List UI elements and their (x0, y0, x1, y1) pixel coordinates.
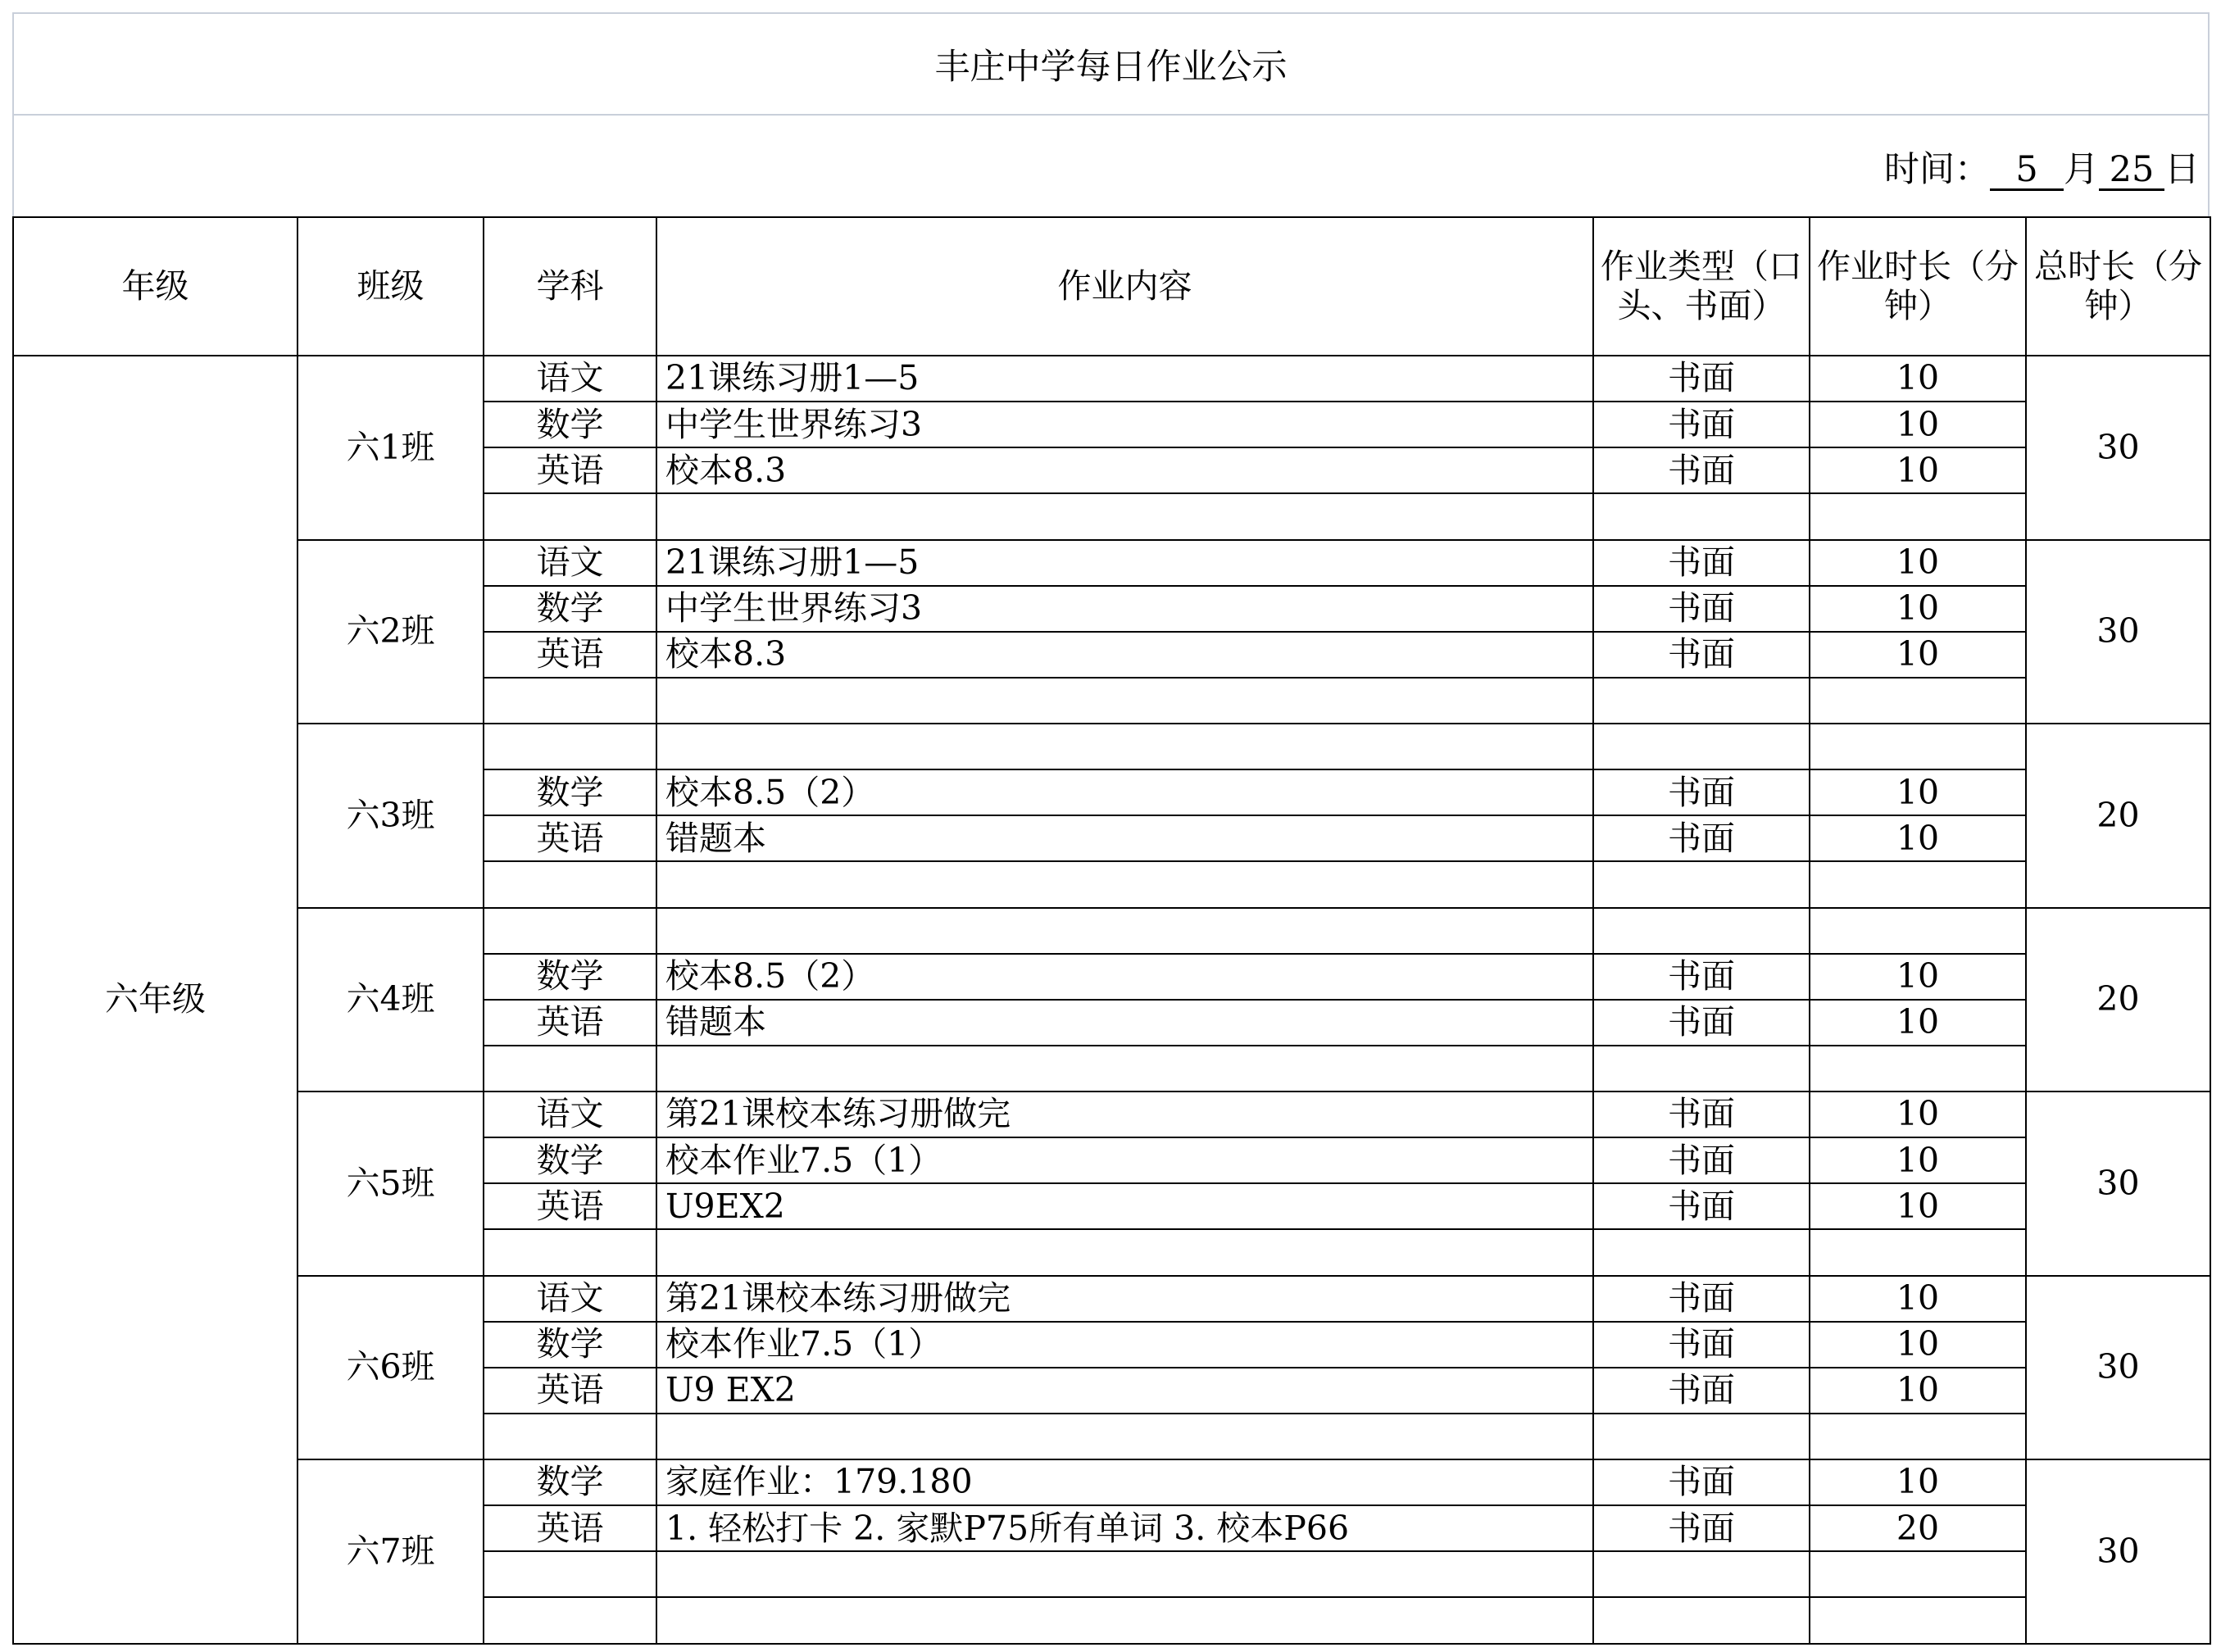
class-name-cell[interactable] (297, 355, 484, 541)
duration-cell[interactable] (1809, 585, 2027, 633)
type-cell[interactable] (1592, 539, 1810, 587)
duration-text: 10 (1896, 818, 1940, 858)
duration-cell[interactable] (1809, 1228, 2027, 1276)
subject-cell[interactable] (483, 1596, 657, 1644)
content-text: U9 EX2 (665, 1370, 796, 1410)
type-cell[interactable] (1592, 1275, 1810, 1323)
subject-cell[interactable] (483, 723, 657, 770)
type-text: 书面 (1668, 1324, 1735, 1364)
date-day: 25 (2099, 152, 2164, 191)
subject-cell[interactable] (483, 585, 657, 633)
subject-cell[interactable] (483, 677, 657, 724)
type-cell[interactable] (1592, 999, 1810, 1046)
subject-text: 语文 (536, 1278, 604, 1318)
subject-cell[interactable] (483, 1367, 657, 1414)
content-text: 错题本 (665, 1002, 766, 1042)
content-cell[interactable] (656, 1321, 1594, 1368)
duration-cell[interactable] (1809, 401, 2027, 448)
duration-cell[interactable] (1809, 631, 2027, 678)
type-cell[interactable] (1592, 1504, 1810, 1552)
subject-cell[interactable] (483, 1275, 657, 1323)
class-total-cell[interactable] (2025, 539, 2211, 725)
type-cell[interactable] (1592, 1137, 1810, 1184)
type-cell[interactable] (1592, 723, 1810, 770)
type-cell[interactable] (1592, 401, 1810, 448)
duration-text: 10 (1896, 1462, 1940, 1502)
subject-cell[interactable] (483, 815, 657, 862)
content-cell[interactable] (656, 1596, 1594, 1644)
subject-text: 英语 (536, 1370, 604, 1410)
type-cell[interactable] (1592, 1459, 1810, 1506)
content-cell[interactable] (656, 1182, 1594, 1230)
title-cell[interactable] (12, 12, 2210, 114)
type-cell[interactable] (1592, 907, 1810, 955)
duration-text: 10 (1896, 1186, 1940, 1226)
duration-cell[interactable] (1809, 1459, 2027, 1506)
duration-text: 10 (1896, 542, 1940, 582)
header-class-label: 班级 (357, 266, 425, 306)
content-text: 中学生世界练习3 (665, 404, 923, 444)
subject-cell[interactable] (483, 492, 657, 540)
type-cell[interactable] (1592, 1045, 1810, 1092)
header-class[interactable] (297, 216, 484, 356)
duration-text: 10 (1896, 1094, 1940, 1134)
duration-cell[interactable] (1809, 1321, 2027, 1368)
subject-cell[interactable] (483, 860, 657, 908)
subject-cell[interactable] (483, 631, 657, 678)
type-text: 书面 (1668, 1094, 1735, 1134)
content-text: 校本作业7.5（1） (665, 1140, 942, 1180)
duration-cell[interactable] (1809, 1504, 2027, 1552)
content-cell[interactable] (656, 585, 1594, 633)
subject-text: 数学 (536, 588, 604, 629)
class-total: 30 (2096, 1163, 2140, 1203)
class-name-cell[interactable] (297, 1091, 484, 1277)
type-cell[interactable] (1592, 355, 1810, 402)
class-name: 六2班 (346, 611, 435, 651)
subject-cell[interactable] (483, 1459, 657, 1506)
date-prefix: 时间： (1884, 149, 1990, 190)
class-total: 20 (2096, 979, 2140, 1019)
content-cell[interactable] (656, 769, 1594, 816)
duration-text: 10 (1896, 772, 1940, 812)
header-content-label: 作业内容 (1057, 266, 1192, 306)
subject-cell[interactable] (483, 1321, 657, 1368)
class-total: 30 (2096, 427, 2140, 467)
subject-text: 英语 (536, 450, 604, 490)
header-total-label: 总时长（分钟） (2034, 247, 2202, 325)
duration-text: 10 (1896, 956, 1940, 996)
duration-cell[interactable] (1809, 1596, 2027, 1644)
content-cell[interactable] (656, 907, 1594, 955)
content-cell[interactable] (656, 1137, 1594, 1184)
header-type-label: 作业类型（口头、书面） (1601, 247, 1802, 325)
class-name-cell[interactable] (297, 1275, 484, 1461)
content-cell[interactable] (656, 1459, 1594, 1506)
subject-cell[interactable] (483, 1182, 657, 1230)
class-name: 六6班 (346, 1347, 435, 1387)
header-subject-label: 学科 (536, 266, 604, 306)
subject-text: 语文 (536, 358, 604, 398)
class-total-cell[interactable] (2025, 1459, 2211, 1645)
date-day-unit: 日 (2164, 149, 2200, 190)
subject-cell[interactable] (483, 1504, 657, 1552)
type-text: 书面 (1668, 1002, 1735, 1042)
content-cell[interactable] (656, 1045, 1594, 1092)
content-cell[interactable] (656, 401, 1594, 448)
type-cell[interactable] (1592, 1182, 1810, 1230)
type-text: 书面 (1668, 1508, 1735, 1548)
header-total[interactable] (2025, 216, 2211, 356)
header-subject[interactable] (483, 216, 657, 356)
subject-cell[interactable] (483, 1137, 657, 1184)
class-total-cell[interactable] (2025, 355, 2211, 541)
class-name: 六3班 (346, 795, 435, 835)
class-total-cell[interactable] (2025, 723, 2211, 909)
type-cell[interactable] (1592, 1367, 1810, 1414)
class-name-cell[interactable] (297, 907, 484, 1093)
content-cell[interactable] (656, 355, 1594, 402)
type-cell[interactable] (1592, 1413, 1810, 1460)
duration-cell[interactable] (1809, 1550, 2027, 1598)
content-cell[interactable] (656, 447, 1594, 494)
subject-text: 数学 (536, 404, 604, 444)
content-text: 错题本 (665, 818, 766, 858)
type-text: 书面 (1668, 818, 1735, 858)
subject-cell[interactable] (483, 769, 657, 816)
type-text: 书面 (1668, 956, 1735, 996)
type-text: 书面 (1668, 634, 1735, 674)
type-cell[interactable] (1592, 492, 1810, 540)
type-text: 书面 (1668, 450, 1735, 490)
duration-cell[interactable] (1809, 355, 2027, 402)
type-cell[interactable] (1592, 1321, 1810, 1368)
content-text: 校本8.3 (665, 450, 787, 490)
subject-text: 英语 (536, 634, 604, 674)
duration-cell[interactable] (1809, 723, 2027, 770)
subject-text: 数学 (536, 956, 604, 996)
content-cell[interactable] (656, 1228, 1594, 1276)
type-cell[interactable] (1592, 1091, 1810, 1138)
sheet-title: 丰庄中学每日作业公示 (934, 46, 1288, 88)
type-text: 书面 (1668, 1370, 1735, 1410)
subject-text: 数学 (536, 1462, 604, 1502)
header-content[interactable] (656, 216, 1594, 356)
content-cell[interactable] (656, 677, 1594, 724)
subject-text: 数学 (536, 1324, 604, 1364)
subject-text: 英语 (536, 1002, 604, 1042)
content-cell[interactable] (656, 1367, 1594, 1414)
content-cell[interactable] (656, 1091, 1594, 1138)
content-cell[interactable] (656, 539, 1594, 587)
type-cell[interactable] (1592, 1228, 1810, 1276)
content-cell[interactable] (656, 723, 1594, 770)
duration-text: 10 (1896, 1002, 1940, 1042)
header-grade[interactable] (12, 216, 298, 356)
content-cell[interactable] (656, 860, 1594, 908)
type-cell[interactable] (1592, 631, 1810, 678)
duration-text: 10 (1896, 1324, 1940, 1364)
header-duration[interactable] (1809, 216, 2027, 356)
subject-cell[interactable] (483, 355, 657, 402)
subject-text: 数学 (536, 772, 604, 812)
duration-cell[interactable] (1809, 815, 2027, 862)
duration-text: 10 (1896, 404, 1940, 444)
subject-cell[interactable] (483, 447, 657, 494)
subject-cell[interactable] (483, 1045, 657, 1092)
duration-cell[interactable] (1809, 1182, 2027, 1230)
content-text: U9EX2 (665, 1186, 785, 1226)
content-cell[interactable] (656, 631, 1594, 678)
class-name: 六7班 (346, 1531, 435, 1571)
content-cell[interactable] (656, 953, 1594, 1001)
type-text: 书面 (1668, 358, 1735, 398)
type-cell[interactable] (1592, 447, 1810, 494)
duration-cell[interactable] (1809, 860, 2027, 908)
class-total: 30 (2096, 611, 2140, 651)
duration-cell[interactable] (1809, 999, 2027, 1046)
header-type[interactable] (1592, 216, 1810, 356)
class-total: 30 (2096, 1531, 2140, 1571)
type-text: 书面 (1668, 404, 1735, 444)
duration-text: 10 (1896, 634, 1940, 674)
subject-cell[interactable] (483, 1091, 657, 1138)
class-total-cell[interactable] (2025, 1091, 2211, 1277)
duration-text: 10 (1896, 588, 1940, 629)
content-cell[interactable] (656, 1275, 1594, 1323)
content-text: 第21课校本练习册做完 (665, 1094, 1011, 1134)
duration-cell[interactable] (1809, 769, 2027, 816)
duration-text: 10 (1896, 358, 1940, 398)
subject-cell[interactable] (483, 539, 657, 587)
duration-cell[interactable] (1809, 677, 2027, 724)
type-text: 书面 (1668, 1140, 1735, 1180)
type-cell[interactable] (1592, 860, 1810, 908)
duration-text: 20 (1896, 1508, 1940, 1548)
content-text: 21课练习册1—5 (665, 358, 920, 398)
date-line (1884, 142, 2200, 192)
subject-text: 语文 (536, 1094, 604, 1134)
duration-cell[interactable] (1809, 539, 2027, 587)
type-cell[interactable] (1592, 1596, 1810, 1644)
grade-cell[interactable] (12, 355, 298, 1645)
content-cell[interactable] (656, 815, 1594, 862)
content-cell[interactable] (656, 1504, 1594, 1552)
duration-text: 10 (1896, 1370, 1940, 1410)
class-total: 20 (2096, 795, 2140, 835)
subject-text: 英语 (536, 1186, 604, 1226)
content-text: 校本8.5（2） (665, 772, 875, 812)
content-text: 校本8.3 (665, 634, 787, 674)
subject-text: 英语 (536, 1508, 604, 1548)
class-name: 六4班 (346, 979, 435, 1019)
duration-cell[interactable] (1809, 1045, 2027, 1092)
duration-cell[interactable] (1809, 907, 2027, 955)
subject-text: 语文 (536, 542, 604, 582)
duration-text: 10 (1896, 450, 1940, 490)
class-name-cell[interactable] (297, 539, 484, 725)
type-cell[interactable] (1592, 815, 1810, 862)
content-cell[interactable] (656, 492, 1594, 540)
date-month-unit: 月 (2064, 149, 2099, 190)
duration-cell[interactable] (1809, 1137, 2027, 1184)
content-text: 第21课校本练习册做完 (665, 1278, 1011, 1318)
duration-text: 10 (1896, 1278, 1940, 1318)
content-text: 家庭作业：179.180 (665, 1462, 973, 1502)
subject-cell[interactable] (483, 907, 657, 955)
type-text: 书面 (1668, 588, 1735, 629)
content-text: 校本作业7.5（1） (665, 1324, 942, 1364)
duration-cell[interactable] (1809, 1091, 2027, 1138)
class-name-cell[interactable] (297, 1459, 484, 1645)
class-total-cell[interactable] (2025, 907, 2211, 1093)
header-duration-label: 作业时长（分钟） (1817, 247, 2019, 325)
subject-cell[interactable] (483, 999, 657, 1046)
class-total: 30 (2096, 1347, 2140, 1387)
class-name-cell[interactable] (297, 723, 484, 909)
type-cell[interactable] (1592, 677, 1810, 724)
class-name: 六5班 (346, 1163, 435, 1203)
subject-cell[interactable] (483, 953, 657, 1001)
type-cell[interactable] (1592, 585, 1810, 633)
subject-cell[interactable] (483, 1228, 657, 1276)
class-total-cell[interactable] (2025, 1275, 2211, 1461)
subject-cell[interactable] (483, 1550, 657, 1598)
subject-cell[interactable] (483, 1413, 657, 1460)
grade-label: 六年级 (105, 979, 206, 1019)
duration-text: 10 (1896, 1140, 1940, 1180)
duration-cell[interactable] (1809, 492, 2027, 540)
content-text: 21课练习册1—5 (665, 542, 920, 582)
header-grade-label: 年级 (121, 266, 189, 306)
duration-cell[interactable] (1809, 1275, 2027, 1323)
type-text: 书面 (1668, 1278, 1735, 1318)
type-cell[interactable] (1592, 1550, 1810, 1598)
duration-cell[interactable] (1809, 1413, 2027, 1460)
content-text: 校本8.5（2） (665, 956, 875, 996)
content-cell[interactable] (656, 1550, 1594, 1598)
duration-cell[interactable] (1809, 953, 2027, 1001)
date-month: 5 (1990, 152, 2064, 191)
type-text: 书面 (1668, 1186, 1735, 1226)
duration-cell[interactable] (1809, 447, 2027, 494)
subject-text: 数学 (536, 1140, 604, 1180)
content-text: 1. 轻松打卡 2. 家默P75所有单词 3. 校本P66 (665, 1508, 1350, 1548)
subject-cell[interactable] (483, 401, 657, 448)
date-cell[interactable] (12, 114, 2210, 216)
subject-text: 英语 (536, 818, 604, 858)
type-text: 书面 (1668, 542, 1735, 582)
content-cell[interactable] (656, 999, 1594, 1046)
type-cell[interactable] (1592, 769, 1810, 816)
type-cell[interactable] (1592, 953, 1810, 1001)
class-name: 六1班 (346, 427, 435, 467)
content-cell[interactable] (656, 1413, 1594, 1460)
duration-cell[interactable] (1809, 1367, 2027, 1414)
type-text: 书面 (1668, 1462, 1735, 1502)
content-text: 中学生世界练习3 (665, 588, 923, 629)
type-text: 书面 (1668, 772, 1735, 812)
